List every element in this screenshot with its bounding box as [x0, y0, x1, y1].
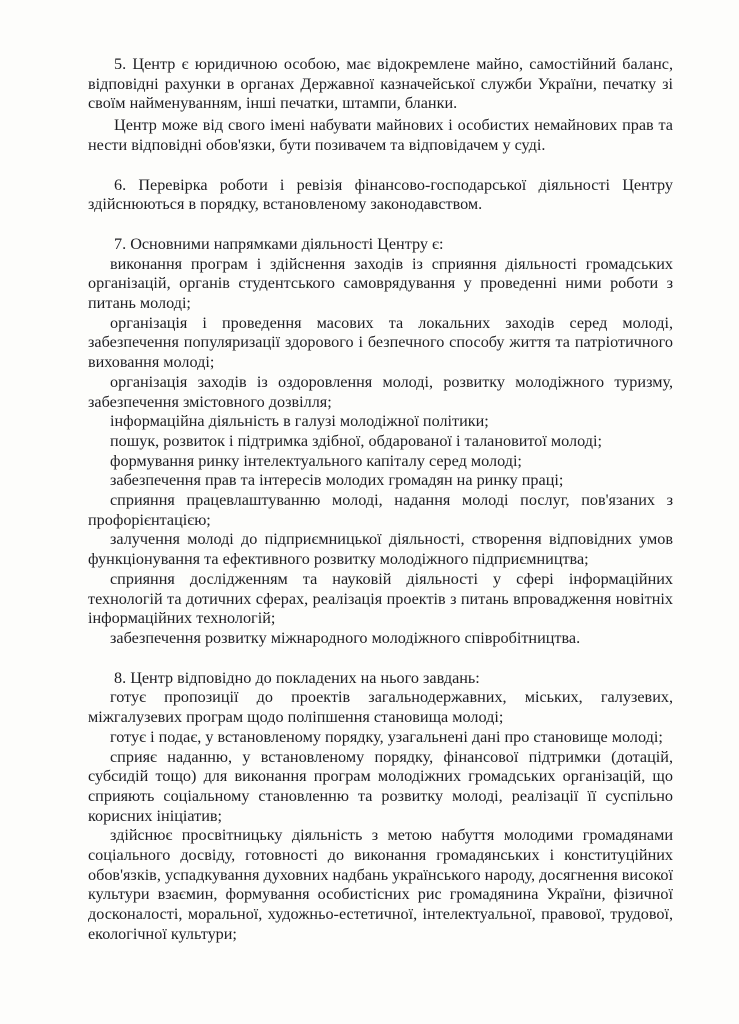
list-item: забезпечення розвитку міжнародного молодіжного співробітництва. — [110, 628, 581, 647]
list-item: інформаційна діяльність в галузі молодіжної політики; — [110, 412, 489, 431]
paragraph-6: 6. Перевірка роботи і ревізія фінансово-господарської діяльності Центру здійснюються в порядку, встановленому законодавством. — [88, 175, 673, 214]
paragraph-7-heading: 7. Основними напрямками діяльності Центру є: — [114, 234, 444, 253]
list-item: сприяє наданню, у встановленому порядку, фінансової підтримки (дотацій, субсидій тощо) для виконання програм молодіжних громадських організацій, що сприяють соціальному становленню та розвитку молоді, реалізації її суспільно корисних ініціатив; — [88, 747, 673, 825]
list-item: залучення молоді до підприємницької діяльності, створення відповідних умов функціонування та ефективного розвитку молодіжного підприємництва; — [88, 530, 673, 569]
list-item: пошук, розвиток і підтримка здібної, обдарованої і талановитої молоді; — [110, 431, 602, 450]
paragraph-5: 5. Центр є юридичною особою, має відокремлене майно, самостійний баланс, відповідні рахунки в органах Державної казначейської служби України, печатку зі своїм найменуванням, інші печатки, штампи, бланки. — [88, 55, 673, 113]
paragraph-5-rights: Центр може від свого імені набувати майнових і особистих немайнових прав та нести відповідні обов'язки, бути позивачем та відповідачем у суді. — [88, 116, 673, 154]
list-item: формування ринку інтелектуального капіталу серед молоді; — [110, 451, 522, 470]
list-item: організація заходів із оздоровлення молоді, розвитку молодіжного туризму, забезпечення змістовного дозвілля; — [88, 372, 673, 411]
list-item: готує і подає, у встановленому порядку, узагальнені дані про становище молоді; — [110, 727, 663, 746]
paragraph-8-heading: 8. Центр відповідно до покладених на нього завдань: — [114, 668, 480, 687]
list-item: сприяння працевлаштуванню молоді, надання молоді послуг, пов'язаних з профорієнтацією; — [88, 491, 673, 529]
list-item: виконання програм і здійснення заходів із сприяння діяльності громадських організацій, органів студентського самоврядування у проведенні ними роботи з питань молоді; — [88, 254, 673, 313]
list-item: забезпечення прав та інтересів молодих громадян на ринку праці; — [110, 471, 564, 490]
list-item: організація і проведення масових та локальних заходів серед молоді, забезпечення популяризації здорового і безпечного способу життя та патріотичного виховання молоді; — [88, 313, 673, 372]
list-item: здійснює просвітницьку діяльність з метою набуття молодими громадянами соціального досвіду, готовності до виконання громадянських і конституційних обов'язків, успадкування духовних надбань українського народу, досягнення високої культури взаємин, формування особистісних рис громадянина України, фізичної досконалості, моральної, художньо-естетичної, інтелектуальної, правової, трудової, екологічної культури; — [88, 826, 673, 943]
list-item: готує пропозиції до проектів загальнодержавних, міських, галузевих, міжгалузевих програм щодо поліпшення становища молоді; — [88, 688, 673, 727]
list-item: сприяння дослідженням та науковій діяльності у сфері інформаційних технологій та дотичних сферах, реалізація проектів з питань впровадження новітніх інформаційних технологій; — [88, 569, 673, 628]
